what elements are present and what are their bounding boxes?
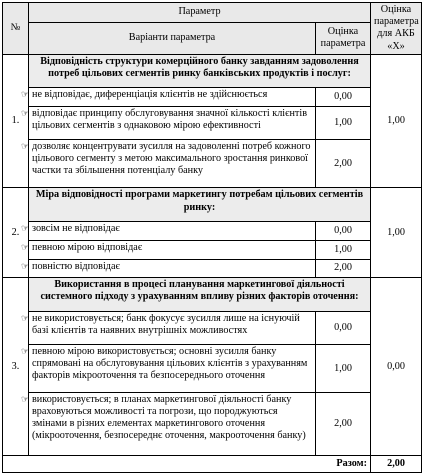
option-item [21, 259, 316, 278]
pointing-hand-icon: ☞ [21, 346, 30, 357]
option-score: 1,00 [316, 345, 371, 393]
option-text: використовується; в планах маркетингової діяльності банку враховуються можливості та погрози, що породжуються змінами в різних елементах маркетингового оточення (мікрооточення, безпосереднє оточення, макрооточення банку) [32, 394, 306, 441]
pointing-hand-icon: ☞ [21, 222, 30, 233]
option-score: 1,00 [316, 240, 371, 259]
header-parameter: Параметр [29, 3, 371, 23]
option-item [21, 393, 316, 456]
option-item [21, 140, 316, 188]
option-text: дозволяє концентрувати зусилля на задоволенні потреб кожного цільового сегменту з метою максимального зростання ринкової частки та збільшення потенціалу банку [32, 141, 311, 177]
option-score: 2,00 [316, 259, 371, 278]
header-num: № [3, 3, 29, 55]
option-text: певною мірою відповідає [32, 241, 143, 253]
section-title: Міра відповідності програми маркетингу потребам цільових сегментів ринку: [29, 188, 371, 221]
section-title: Відповідність структури комерційного банку завданням задоволення потреб цільових сегментів ринку банківських продуктів і послуг: [29, 54, 371, 87]
option-text: відповідає принципу обслуговування значної кількості клієнтів цільових сегментів з однаковою мірою ефективності [32, 108, 308, 132]
pointing-hand-icon: ☞ [21, 260, 30, 271]
section-akb-score: 1,00 [371, 188, 422, 278]
header-akb-score: Оцінка параметра для АКБ «Х» [371, 3, 422, 55]
total-label: Разом: [3, 456, 371, 473]
pointing-hand-icon: ☞ [21, 89, 30, 100]
section-number: 3. [3, 278, 29, 456]
parameter-table [2, 2, 422, 473]
option-item [21, 88, 316, 107]
option-score: 0,00 [316, 221, 371, 240]
option-item [21, 311, 316, 344]
option-text: повністю відповідає [32, 260, 120, 272]
section-akb-score: 1,00 [371, 54, 422, 188]
section-title: Використання в процесі планування маркетингової діяльності системного підходу з урахуванням впливу різних факторів оточення: [29, 278, 371, 311]
option-score: 2,00 [316, 140, 371, 188]
section-number: 2. [3, 188, 29, 278]
total-value: 2,00 [371, 456, 422, 473]
option-score: 2,00 [316, 393, 371, 456]
option-item [21, 345, 316, 393]
pointing-hand-icon: ☞ [21, 394, 30, 405]
header-score: Оцінка параметра [316, 22, 371, 54]
option-item [21, 240, 316, 259]
pointing-hand-icon: ☞ [21, 108, 30, 119]
option-item [21, 107, 316, 140]
option-score: 1,00 [316, 107, 371, 140]
pointing-hand-icon: ☞ [21, 312, 30, 323]
section-number: 1. [3, 54, 29, 188]
option-text: не відповідає, диференціація клієнтів не здійснюється [32, 89, 268, 101]
option-score: 0,00 [316, 311, 371, 344]
option-item [21, 221, 316, 240]
option-text: зовсім не відповідає [32, 222, 120, 234]
option-text: не використовується; банк фокусує зусилля лише на існуючій базі клієнтів та наявних внутрішніх можливостях [32, 312, 300, 336]
header-variants: Варіанти параметра [29, 22, 316, 54]
pointing-hand-icon: ☞ [21, 241, 30, 252]
pointing-hand-icon: ☞ [21, 141, 30, 152]
option-text: певною мірою використовується; основні зусилля банку спрямовані на обслуговування цільових клієнтів з урахуванням факторів мікрооточення та безпосереднього оточення [32, 346, 308, 381]
section-akb-score: 0,00 [371, 278, 422, 456]
option-score: 0,00 [316, 88, 371, 107]
